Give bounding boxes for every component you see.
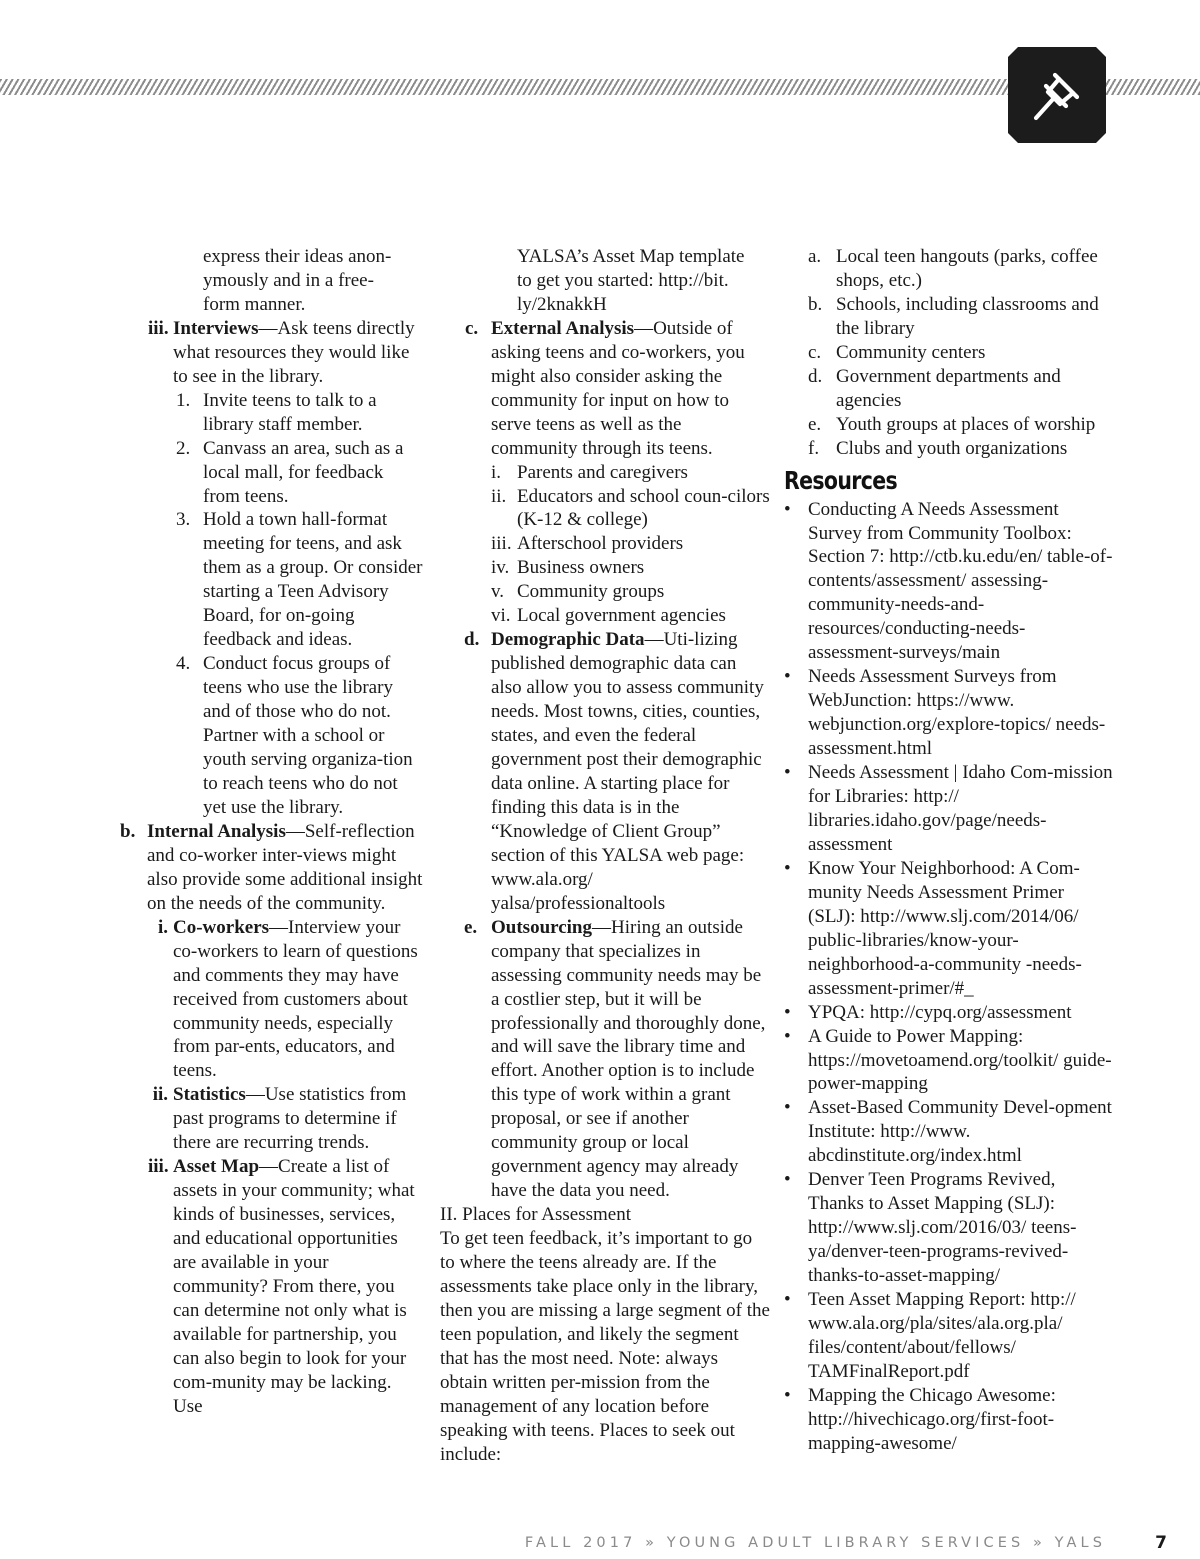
places-list-item [784,365,1114,413]
list-marker: i. [491,461,502,483]
resource-text: Conducting A Needs Assessment Survey from Community Toolbox: Section 7: http://ctb.ku.edu/en/ table-of-contents/assessment/ assessing-community-needs-and-resources/conducting-needs-assessment-surveys/main [808,498,1113,664]
internal-analysis-title: Internal Analysis [147,820,286,842]
list-marker: ii. [152,1084,168,1106]
external-analysis-text: —Outside of asking teens and co-workers, you might also consider asking the community for input on how to serve teens as well as the community through its teens. [491,317,745,459]
list-item-text: Community groups [517,581,665,603]
list-marker: b. [808,293,823,315]
bullet: • [784,762,791,784]
places-list-item [784,341,1114,365]
list-item-text: Invite teens to talk to a library staff member. [203,389,377,435]
resource-text: Mapping the Chicago Awesome: http://hivechicago.org/first-foot-mapping-awesome/ [808,1384,1056,1454]
list-item-text: Canvass an area, such as a local mall, for feedback from teens. [203,437,404,507]
places-list-item [784,245,1114,293]
resource-item [784,1288,1114,1384]
list-item-text: Parents and caregivers [517,461,688,483]
places-paragraph: To get teen feedback, it’s important to go to where the teens already are. If the assessments take place only in the library, then you are missing a large segment of the teen population, and likely the segment that has the most need. Note: always obtain written per-mission from the management of any location before speaking with teens. Places to seek out include: [440,1228,770,1465]
list-item-text: Afterschool providers [517,533,684,555]
subitem-text: —Use statistics from past programs to determine if there are recurring trends. [173,1084,407,1154]
list-marker: vi. [491,605,511,627]
external-analysis-item [440,317,770,461]
resource-text: A Guide to Power Mapping: https://movetoamend.org/toolkit/ guide-power-mapping [808,1025,1112,1095]
text-line: express their ideas anon- [203,246,392,267]
col1-intro [203,245,425,317]
list-number: 3. [176,509,191,531]
subitem-title: Co-workers [173,916,270,938]
demographic-data-text: —Uti-lizing published demographic data can also allow you to assess community needs. Most towns, cities, counties, states, and even the federal government post their demographic data online. A starting place for finding this data is in the “Knowledge of Client Group” section of this YALSA web page: www.ala.org/ yalsa/professionaltools [491,629,764,914]
external-subitem [440,556,770,580]
internal-analysis-text: —Self-reflection and co-worker inter-views might also provide some additional insight on the needs of the community. [147,820,423,914]
interviews-subitem [120,389,425,437]
subitem-text: —Create a list of assets in your community; what kinds of businesses, services, and educational opportunities are available in your community? From there, you can determine not only what is available for partnership, you can also begin to look for your com-munity may be lacking. Use [173,1156,415,1417]
list-marker: d. [464,629,480,651]
resource-item [784,665,1114,761]
list-marker: ii. [491,485,507,507]
text-line: form manner. [203,293,306,315]
text-line: ymously and in a free- [203,269,374,291]
list-item-text: Business owners [517,557,645,579]
resource-text: YPQA: http://cypq.org/assessment [808,1001,1072,1023]
list-item-text: Educators and school coun-cilors (K-12 & college) [517,485,770,531]
list-marker: e. [808,413,822,435]
bullet: • [784,1289,791,1311]
subitem-title: Asset Map [173,1156,260,1178]
resource-item [784,1096,1114,1168]
bullet: • [784,1384,791,1406]
bullet: • [784,1001,791,1023]
list-item-text: Community centers [836,341,986,363]
demographic-data-title: Demographic Data [491,629,645,651]
interviews-subitem [120,508,425,652]
resource-item [784,857,1114,1001]
bullet: • [784,498,791,520]
list-marker: i. [157,916,168,938]
column-1 [120,245,425,1419]
text-line: to get you started: http://bit. [517,269,729,291]
page-number: 7 [1155,1533,1167,1553]
text-line: YALSA’s Asset Map template [517,246,745,267]
bullet: • [784,1025,791,1047]
external-subitem [440,604,770,628]
outsourcing-text: —Hiring an outside company that specializes in assessing community needs may be a costlier step, but it will be professionally and thoroughly done, and will save the library time and effort. Another option is to include this type of work within a grant proposal, or see if another community group or local government agency may already have the data you need. [491,916,766,1202]
external-subitem [440,532,770,556]
places-list-item [784,293,1114,341]
resource-item [784,1168,1114,1288]
resource-text: Teen Asset Mapping Report: http:// www.ala.org/pla/sites/ala.org.pla/ files/content/about/fellows/ TAMFinalReport.pdf [808,1289,1076,1382]
interviews-title: Interviews [173,317,259,339]
pushpin-badge [1008,47,1106,143]
resource-item [784,1025,1114,1097]
pushpin-icon [1025,63,1089,127]
list-item-text: Local government agencies [517,605,726,627]
list-item-text: Clubs and youth organizations [836,437,1068,459]
list-marker: c. [808,341,822,363]
list-item-text: Schools, including classrooms and the library [836,293,1099,339]
list-marker: d. [808,365,823,387]
subitem-text: —Interview your co-workers to learn of questions and comments they may have received from customers about community needs, especially from par-ents, educators, and teens. [173,916,418,1082]
resource-item [784,1001,1114,1025]
subitem-title: Statistics [173,1084,246,1106]
external-subitem [440,461,770,485]
interviews-item [120,317,425,389]
interviews-subitem [120,437,425,509]
resource-text: Denver Teen Programs Revived, Thanks to Asset Mapping (SLJ): http://www.slj.com/2016/03/ teens-ya/denver-teen-programs-revived-thanks-to-asset-mapping/ [808,1169,1077,1287]
resource-item [784,761,1114,857]
resource-item [784,498,1114,666]
outsourcing-title: Outsourcing [491,916,593,938]
list-item-text: Conduct focus groups of teens who use the library and of those who do not. Partner with a school or youth serving organiza-tion to reach teens who do not yet use the library. [203,653,413,818]
list-item-text: Hold a town hall-format meeting for teens, and ask them as a group. Or consider starting a Teen Advisory Board, for on-going feedback and ideas. [203,509,423,651]
places-list-item [784,437,1114,461]
list-item-text: Local teen hangouts (parks, coffee shops, etc.) [836,246,1098,291]
resource-text: Asset-Based Community Devel-opment Institute: http://www. abcdinstitute.org/index.html [808,1097,1112,1167]
bullet: • [784,857,791,879]
places-list-item [784,413,1114,437]
internal-subitem [120,1083,425,1155]
resource-text: Know Your Neighborhood: A Com-munity Needs Assessment Primer (SLJ): http://www.slj.com/2014/06/ public-libraries/know-your-neighborhood-a-community -needs-assessment-primer/#_ [808,857,1082,999]
column-2 [440,245,770,1467]
running-footer: FALL 2017 » YOUNG ADULT LIBRARY SERVICES » YALS [524,1535,1106,1551]
internal-analysis-item [120,820,425,916]
list-marker: f. [808,437,820,459]
list-marker: b. [120,820,136,842]
internal-subitem [120,916,425,1084]
list-marker: v. [491,581,505,603]
places-heading: II. Places for Assessment [440,1204,632,1226]
list-item-text: Government departments and agencies [836,365,1061,411]
resource-item [784,1384,1114,1456]
external-analysis-title: External Analysis [491,317,635,339]
list-number: 1. [176,389,191,411]
interviews-text: —Ask teens directly what resources they would like to see in the library. [173,317,415,387]
internal-subitem [120,1155,425,1418]
list-marker: iii. [148,1156,169,1178]
external-subitem [440,485,770,533]
list-number: 4. [176,653,191,675]
list-marker: iv. [491,557,510,579]
list-marker: iii. [491,533,512,555]
resources-heading: Resources [784,465,898,495]
list-marker: e. [464,916,478,938]
bullet: • [784,1097,791,1119]
list-number: 2. [176,437,191,459]
bullet: • [784,666,791,688]
col2-intro [517,245,770,317]
list-marker: a. [808,246,822,267]
bullet: • [784,1169,791,1191]
interviews-subitem [120,652,425,820]
column-3 [784,245,1114,1456]
list-marker: iii. [148,317,169,339]
demographic-data-item [440,628,770,915]
list-item-text: Youth groups at places of worship [836,413,1096,435]
resource-text: Needs Assessment Surveys from WebJunction: https://www. webjunction.org/explore-topics/ needs-assessment.html [808,666,1106,760]
resource-text: Needs Assessment | Idaho Com-mission for Libraries: http:// libraries.idaho.gov/page/needs-assessment [808,762,1113,855]
text-line: ly/2knakkH [517,293,607,315]
outsourcing-item [440,916,770,1203]
list-marker: c. [465,317,479,339]
external-subitem [440,580,770,604]
